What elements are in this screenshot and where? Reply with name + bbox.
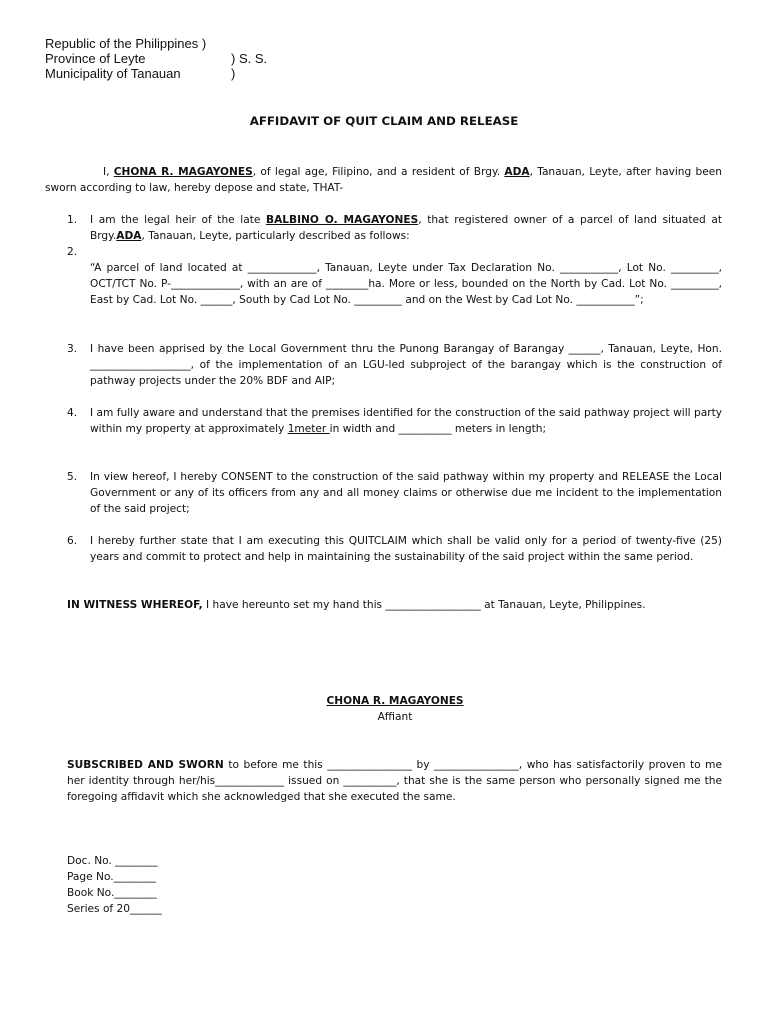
book-number-line: Book No.________ — [67, 887, 157, 899]
item4-text-1: I am fully aware and understand that the premises identified for the construction of the said pathway project will party within my property at approximately — [90, 407, 722, 435]
caption-line-republic — [45, 36, 206, 51]
list-item-2 — [67, 244, 722, 308]
affiant-label: Affiant — [377, 711, 413, 723]
witness-heading: IN WITNESS WHEREOF, — [67, 599, 203, 611]
item-number: 3. — [67, 343, 78, 355]
intro-paragraph — [45, 164, 722, 196]
list-item-3 — [67, 341, 722, 389]
heir-name: BALBINO O. MAGAYONES — [266, 214, 419, 226]
caption-bracket: ) — [231, 66, 236, 81]
item-number: 4. — [67, 407, 78, 419]
series-line: Series of 20______ — [67, 903, 162, 915]
affiant-name-inline: CHONA R. MAGAYONES — [113, 166, 253, 178]
witness-text: I have hereunto set my hand this __________________ at Tanauan, Leyte, Philippines. — [202, 599, 646, 611]
venue-caption — [45, 36, 268, 81]
jurat-paragraph — [67, 757, 722, 805]
doc-number-line: Doc. No. ________ — [67, 855, 158, 867]
item1-text-3: , Tanauan, Leyte, particularly described as follows: — [141, 230, 410, 242]
item-number: 5. — [67, 471, 78, 483]
item-number: 1. — [67, 214, 78, 226]
witness-paragraph — [67, 597, 722, 613]
item-text: I have been apprised by the Local Government thru the Punong Barangay of Barangay ______, Tanauan, Leyte, Hon. ___________________, of the implementation of an LGU-led subproject of the barangay which is the construction of pathway projects under the 20% BDF and AIP; — [90, 343, 722, 387]
list-item-5 — [67, 469, 722, 517]
barangay-inline: ADA — [504, 166, 530, 178]
document-title: AFFIDAVIT OF QUIT CLAIM AND RELEASE — [249, 114, 519, 128]
item1-barangay: ADA — [116, 230, 142, 242]
item-text: I hereby further state that I am executing this QUITCLAIM which shall be valid only for a period of twenty-five (25) years and commit to protect and help in maintaining the sustainability of the said project within the same period. — [90, 535, 722, 563]
list-item-4 — [67, 405, 722, 437]
item-text — [90, 212, 722, 244]
caption-line-municipality — [45, 66, 236, 81]
intro-text-2: , of legal age, Filipino, and a resident of Brgy. — [252, 166, 505, 178]
pathway-width: 1meter — [287, 423, 330, 435]
item1-text-1: I am the legal heir of the late — [90, 214, 266, 226]
page-number-line: Page No.________ — [67, 871, 156, 883]
caption-ss-text: ) S. S. — [231, 51, 268, 66]
caption-province-text: Province of Leyte — [45, 51, 146, 66]
caption-republic-text: Republic of the Philippines ) — [45, 36, 207, 51]
affiant-signature-name: CHONA R. MAGAYONES — [326, 695, 464, 707]
caption-municipality-text: Municipality of Tanauan — [45, 66, 181, 81]
item1-text-2: , that registered owner of a parcel of land situated at Brgy. — [90, 214, 722, 242]
intro-text-3: , Tanauan, Leyte, after having been sworn according to law, hereby depose and state, THAT- — [45, 166, 722, 194]
list-item-1 — [67, 212, 722, 244]
caption-line-province — [45, 51, 268, 66]
notarial-register — [67, 853, 162, 917]
item-number: 2. — [67, 246, 78, 258]
item-text — [90, 405, 722, 437]
item-text: In view hereof, I hereby CONSENT to the construction of the said pathway within my property and RELEASE the Local Government or any of its officers from any and all money claims or otherwise due me incident to the implementation of the said project; — [90, 471, 722, 515]
intro-text-1: I, — [103, 166, 114, 178]
item4-text-2: in width and __________ meters in length; — [329, 423, 547, 435]
list-item-6 — [67, 533, 722, 565]
jurat-text: to before me this ________________ by ________________, who has satisfactorily proven to me her identity through her/his_____________ issued on __________, that she is the same person who personally signed me the foregoing affidavit which she acknowledged that she executed the same. — [67, 759, 722, 803]
item-text: “A parcel of land located at _____________, Tanauan, Leyte under Tax Declaration No. ___________, Lot No. _________, OCT/TCT No. P-_____________, with an are of ________ha. More or less, bounded on the North by Cad. Lot No. _________, East by Cad. Lot No. ______, South by Cad Lot No. _________ and on the West by Cad Lot No. ___________”; — [90, 262, 722, 306]
item-number: 6. — [67, 535, 78, 547]
jurat-heading: SUBSCRIBED AND SWORN — [67, 759, 224, 771]
